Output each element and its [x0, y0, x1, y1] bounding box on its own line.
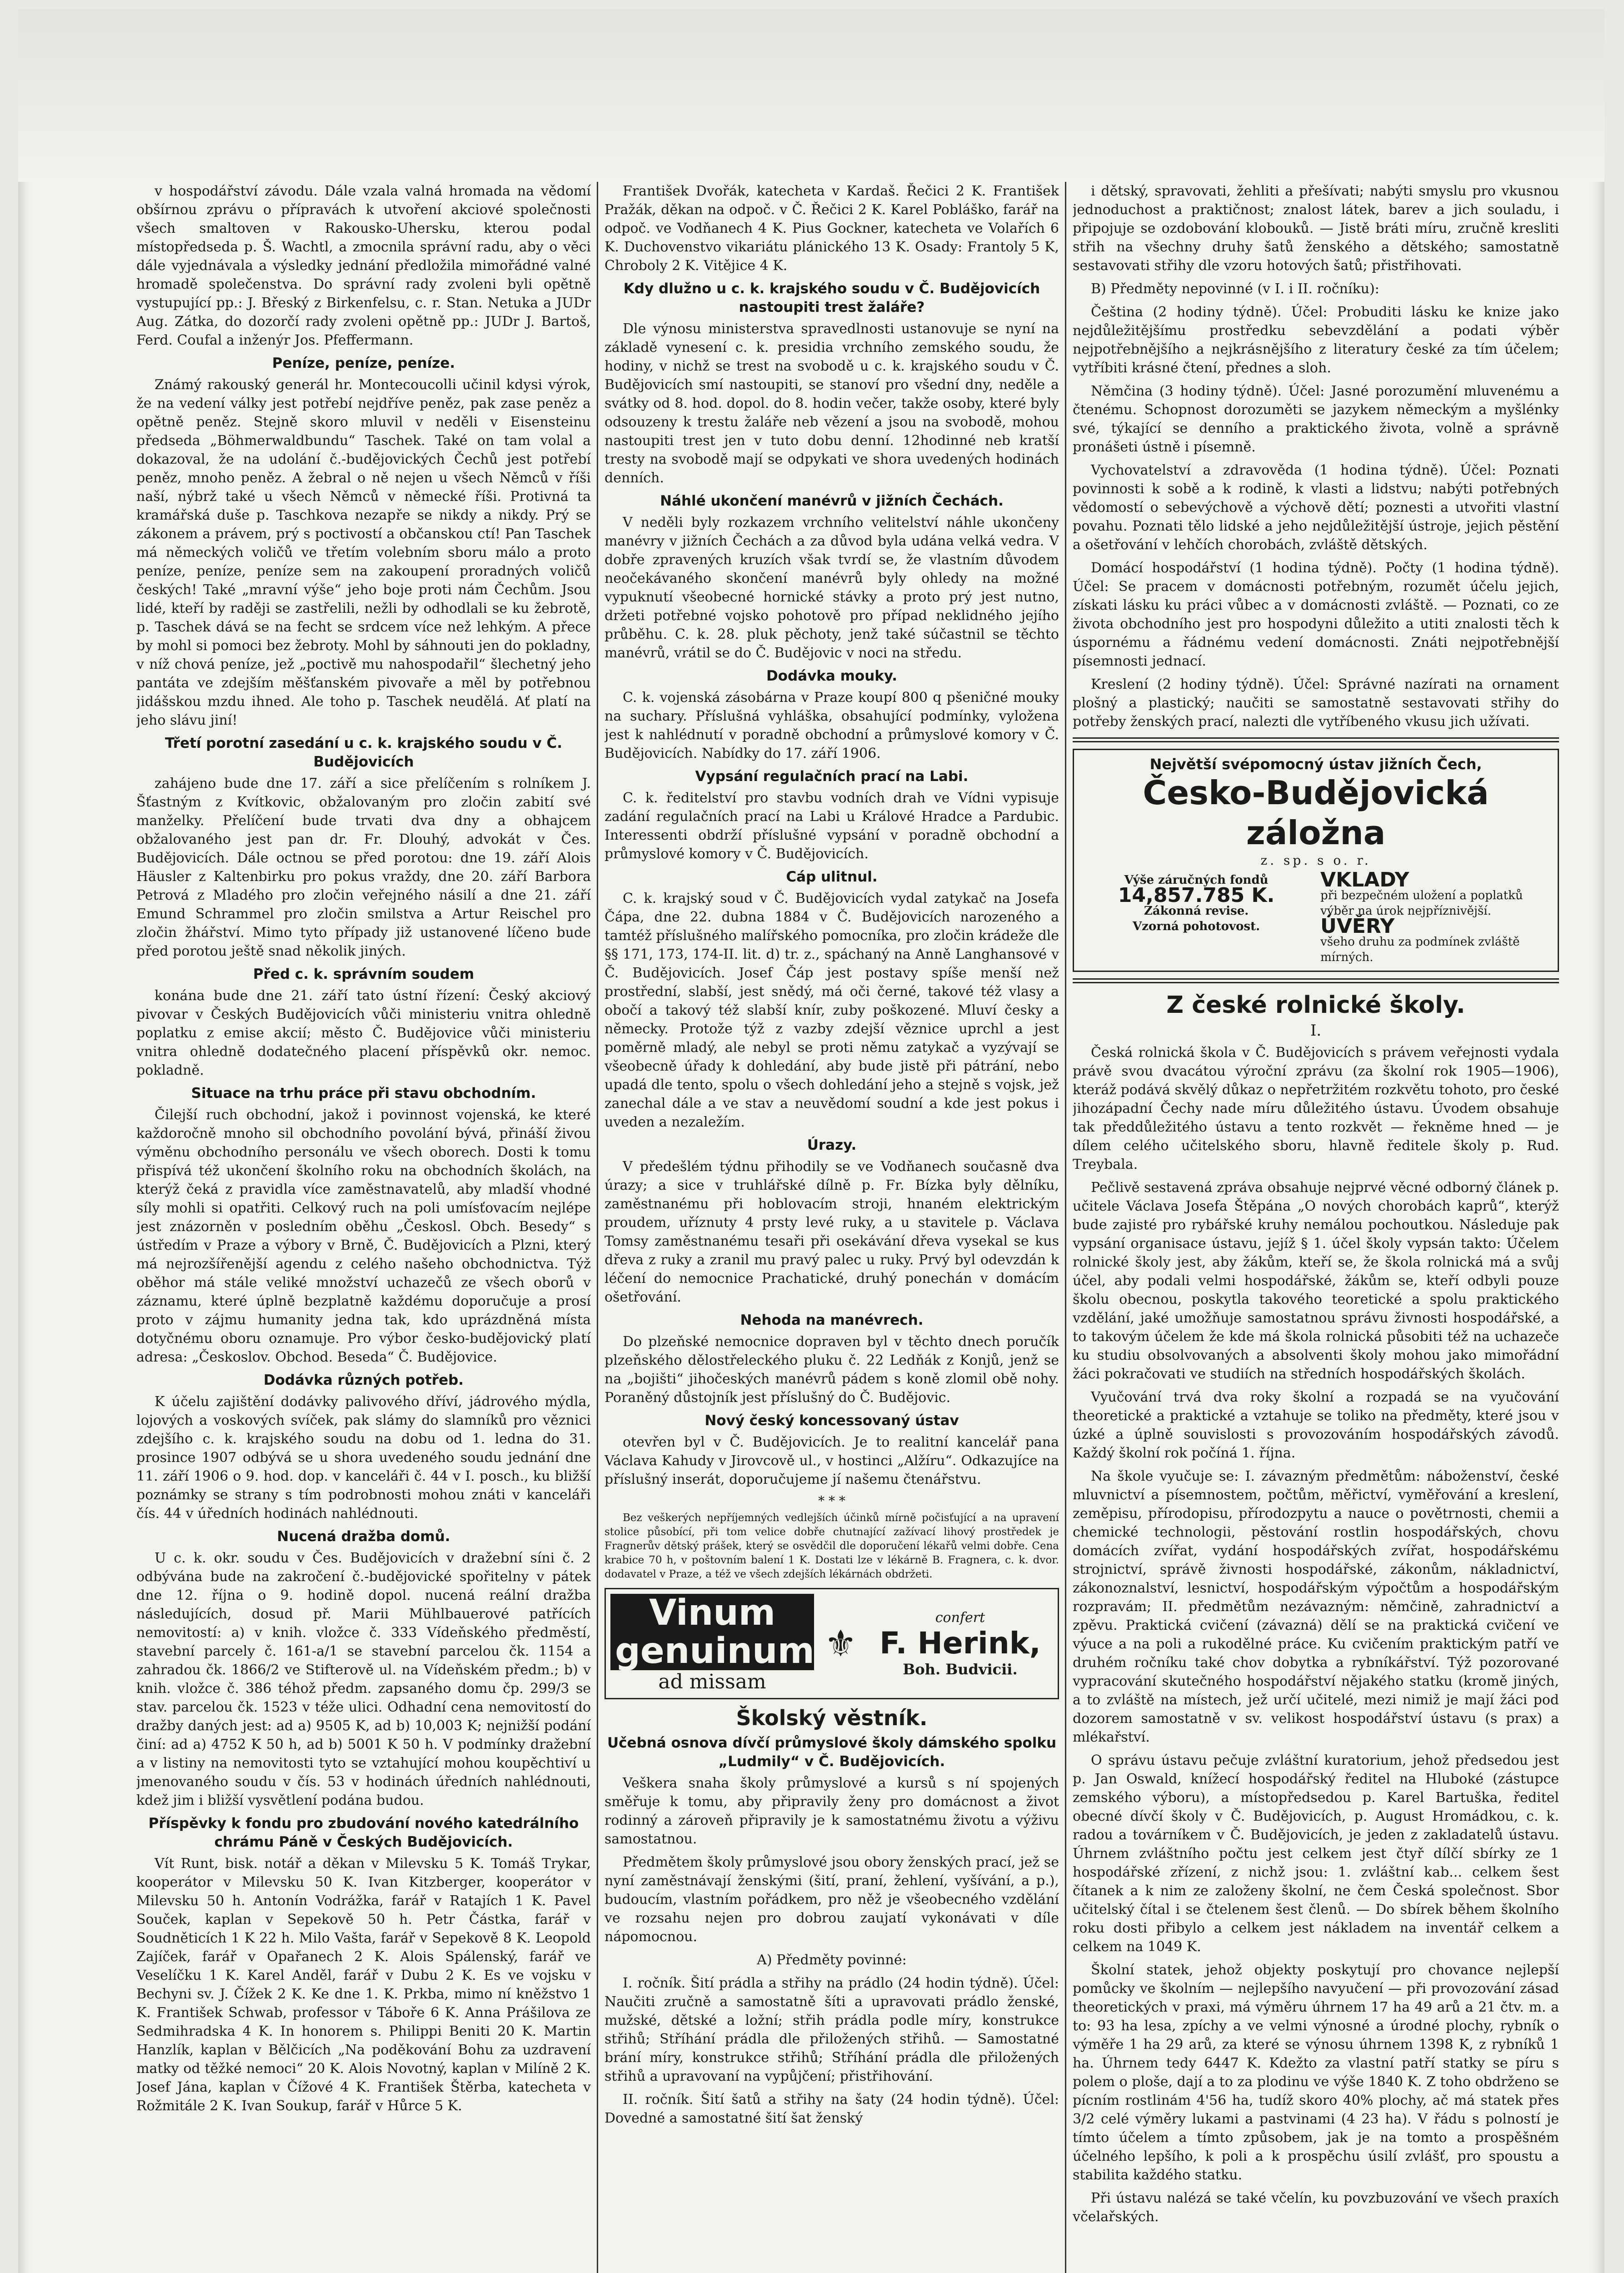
paragraph: V předešlém týdnu přihodily se ve Vodňanech současně dva úrazy; a sice v truhlářské dílně p. Fr. Bízka byly dělníku, zaměstnanému při hoblovacím stroji, hnaném elektrickým proudem, uříznuty 4 prsty levé ruky, a u stavitele p. Václava Tomsy zaměstnanému tesaři při osekávání dřeva vysekal se kus dřeva z ruky a zranil mu pravý palec u ruky. Prvý byl odevzdán k léčení do nemocnice Prachatické, druhý ponechán v domácím ošetřování. [605, 1159, 1059, 1305]
advert-confert: confert [935, 1609, 985, 1626]
paragraph: I. ročník. Šití prádla a střihy na prádlo (24 hodin týdně). Účel: Naučiti zručně a samostatně šíti a upravovati prádlo ženské, mužské, dětské a ložní; střih prádla podle míry, konstrukce střihů; Stříhání prádla dle přiložených střihů. — Samostatné brání míry, konstrukce střihů; Stříhání prádla dle přiložených střihů a upravovaní na vypůjčení; přistřihování. [605, 1975, 1059, 2084]
paragraph: konána bude dne 21. září tato ústní řízení: Český akciový pivovar v Českých Budějovicích vůči ministeriu vnitra ohledně poplatku z emise akcií; město Č. Budějovice vůči ministeriu vnitra ohledně dodatečného placení příspěvků okr. nemoc. pokladně. [136, 988, 591, 1078]
advert-vinum-title: Vinum genuinum [610, 1594, 814, 1670]
advert-bank-name: Česko-Budějovická záložna [1143, 774, 1489, 852]
paragraph: Známý rakouský generál hr. Montecoucolli učinil kdysi výrok, že na vedení války jest potřebí nejdříve peněz, pak zase peněz a opětně peněz. Stejně skoro mluvil v neděli v Eisensteinu předseda „Böhmerwaldbundu“ Taschek. Také on tam volal a dokazoval, že na udolání č.-budějovických Čechů jest potřebí peněz, mnoho peněz. A žebral o ně nejen u všech Němců v říši naší, nýbrž také u všech Němců v německé říši. Protivná ta kramářská duše p. Taschkova nezapře se nikdy a nikdy. Prý se zákonem a právem, prý s poctivostí a občanskou ctí! Pan Taschek má německých voličů ve třetím volebním sboru málo a proto peníze, peníze, peníze sem na zakoupení proradných voličů českých! Také „mravní výše“ jeho boje proti nám Čechům. Jsou lidé, kteří by raději se zastřelili, nežli by odhodlali se ku žebrotě, p. Taschek dává se na fecht se srdcem více než lehkým. A přece by mohl si pomoci bez žebroty. Mohl by sáhnouti jen do pokladny, v níž chová peníze, jež „poctivě mu nahospodařil“ šlechetný jeho pantáta ve zdejším měšťanském pivovaře a měl by potřebnou jidášskou mzdu ihned. Ale toho p. Taschek neudělá. Ať platí na jeho slávu jiní! [136, 377, 591, 728]
paragraph: Vyučování trvá dva roky školní a rozpadá se na vyučování theoretické a praktické a vztahuje se toliko na předměty, které jsou v úzké a úplně souvislosti s provozováním hospodářských závodů. Každý školní rok počíná 1. října. [1073, 1389, 1559, 1461]
divider [1073, 737, 1559, 742]
paragraph: C. k. vojenská zásobárna v Praze koupí 800 q pšeničné mouky na suchary. Příslušná vyhláška, obsahující podmínky, vyložena jest k nahlédnutí v poradně obchodní a průmyslové komory v Č. Budějovicích. Nabídky do 17. září 1906. [605, 690, 1059, 761]
advert-bank-left [1081, 872, 1311, 965]
bank-credits-text: všeho druhu za podmínek zvláště mírných. [1320, 935, 1520, 964]
page-top-margin [18, 9, 1604, 182]
paragraph: O správu ústavu pečuje zvláštní kuratorium, jehož předsedou jest p. Jan Oswald, knížecí hospodářský ředitel na Hluboké (zástupce zemského výboru), a místopředsedou p. Karel Bartuška, ředitel obecné dívčí školy v Č. Budějovicích, p. August Hromádkou, c. k. radou a továrníkem v Č. Budějovicích, je jeden z zakladatelů ústavu. Úhrnem zvláštního počtu jest celkem jest čtyř dílčí sbírky ze 1 hospodářské zřízení, z nichž jsou: 1. zvláštní kab... celkem šest čítanek a k nim ze založeny školní, ne čem Česká společnost. Sbor učitelský čítal i se čtelenem šest členů. — Do sbírek během školního roku dosti přibylo a celkem jest nákladem na inventář celkem a celkem na 1049 K. [1073, 1752, 1559, 1955]
paragraph: Kreslení (2 hodiny týdně). Účel: Správné nazírati na ornament plošný a plastický; naučiti se samostatně sestavovati střihy do potřeby ženských prací, nalezti dle vytříbeného vkusu jich užívati. [1073, 676, 1559, 730]
paragraph: i dětský, spravovati, žehliti a přešívati; nabýti smyslu pro vkusnou jednoduchost a praktičnost; znalost látek, barev a jich souladu, i připojuje se ozdobování klobouků. — Jistě bráti míru, zručně kresliti střih na všechny druhy šatů ženského a dětského; samostatně sestavovati střihy dle vzoru hotových šatů; přistřihovati. [1073, 183, 1559, 274]
advert-bank [1073, 749, 1559, 972]
paragraph: Dle výnosu ministerstva spravedlnosti ustanovuje se nyní na základě vynesení c. k. presidia vrchního zemského soudu, že hodiny, v nichž se trest na svobodě u c. k. krajského soudu v Č. Budějovicích smí nastoupiti, se stanoví pro všední dny, neděle a svátky od 8. hod. dopol. do 8. hodin večer, takže osoby, které byly odsouzeny k trestu žaláře neb vězení a jsou na svobodě, mohou nastoupiti trest jen v tuto dobu denní. 12hodinné neb kratší tresty na svobodě mají se odpykati ve shora uvedených hodinách denních. [605, 321, 1059, 486]
bank-readiness: Vzorná pohotovost. [1132, 920, 1260, 933]
advert-bank-grid [1081, 868, 1550, 965]
headline: Vypsání regulačních prací na Labi. [695, 768, 969, 785]
headline: Příspěvky k fondu pro zbudování nového katedrálního chrámu Páně v Českých Budějovicích. [148, 1815, 579, 1850]
paragraph: Česká rolnická škola v Č. Budějovicích s právem veřejnosti vydala právě svou dvacátou výroční zprávu (za školní rok 1905—1906), kteráž podává skvělý důkaz o nepřetržitém rozkvětu tohoto, pro české jihozápadní Čechy nade míru důležitého ústavu. Úvodem obsahuje tak předdůležitého ústavu a tento rozkvět — řekněme hned — je dílem celého učitelského sboru, hlavně ředitele školy p. Rud. Treybala. [1073, 1045, 1559, 1172]
headline: Učebná osnova dívčí průmyslové školy dámského spolku „Ludmily“ v Č. Budějovicích. [607, 1735, 1057, 1770]
paragraph: A) Předměty povinné: [757, 1952, 907, 1968]
bank-credits: ÚVĚRY [1320, 915, 1395, 938]
advert-herink-name: F. Herink, [879, 1625, 1041, 1661]
headline: Cáp ulitnul. [786, 869, 878, 885]
paragraph: C. k. krajský soud v Č. Budějovicích vydal zatykač na Josefa Čápa, dne 22. dubna 1884 v Č. Budějovicích narozeného a tamtéž příslušného malířského pomocníka, pro zločin krádeže dle §§ 171, 173, 174-II. lit. d) tr. z., spáchaný na Anně Langhansové v Č. Budějovicích. Josef Čáp jest postavy spíše menší než prostřední, slabší, jest snědý, má oči černé, takové též vlasy a obočí a takový též slabší knír, zuby poškozené. Mluví česky a německy. Protože týž z vazby zdejší věznice uprchl a jest poměrně mladý, ale nebyl se proti němu zatykač a vyzývají se všeobecně úřady k dohledání, aby bude jistě při pátrání, nebo upadá dle tento, spolu o všech dohledání jeho a stejně s vojsk, jež zanechal dále a ve stav a neuvědomí soudní a kde jest pokus i uveden a nezaležím. [605, 891, 1059, 1130]
headline: Peníze, peníze, peníze. [272, 355, 455, 371]
paragraph: otevřen byl v Č. Budějovicích. Je to realitní kancelář pana Václava Kahudy v Jirovcově ul., v hostinci „Alžíru“. Odkazujíce na příslušný inserát, doporučujeme jí našemu čtenářstvu. [605, 1434, 1059, 1487]
paragraph: Čilejší ruch obchodní, jakož i povinnost vojenská, ke které každoročně mnoho sil obchodního povolání bývá, přináší živou výměnu obchodního personálu ve všech oborech. Dosti k tomu přispívá též ukončení školního roku na obchodních školách, na kterýž čeká z pravidla více zaměstnavatelů, aby mladší vhodné síly mohli si opatřiti. Celkový ruch na poli umísťovacím nejlépe jest znázorněn v posledním oběhu „Českosl. Obch. Besedy“ s ústředím v Praze a výbory v Brně, Č. Budějovicích a Plzni, který má nejrozšířenější agendu z celého našeho obchodnictva. Týž oběhor má stále veliké množství uchazečů ze všech oborů v záznamu, které úplně bezplatně každému doporučuje a prosí proto v zájmu humanity jedna tak, kdo uprázdněná místa dotyčnému oboru oznamuje. Pro výbor česko-budějovický platí adresa: „Českoslov. Obchod. Beseda“ Č. Budějovice. [136, 1107, 591, 1365]
section-title: Školský věstník. [736, 1706, 928, 1730]
paragraph: Do plzeňské nemocnice dopraven byl v těchto dnech poručík plzeňského dělostřeleckého pluku č. 22 Ledňák z Konjů, jenž se na „bojišti“ jihočeských manévrů pádem s koně zlomil obě nohy. Poraněný důstojník jest příslušný do Č. Budějovic. [605, 1334, 1059, 1406]
column-1 [136, 182, 591, 2273]
headline: Nucená dražba domů. [277, 1528, 450, 1545]
column-2 [605, 182, 1059, 2273]
advert-vinum-right [867, 1610, 1053, 1678]
bank-deposits: VKLADY [1320, 868, 1409, 891]
advert-bank-top: Největší svépomocný ústav jižních Čech, [1149, 756, 1482, 773]
paragraph: Veškera snaha školy průmyslové a kursů s ní spojených směřuje k tomu, aby připravily ženy pro domácnost a život rodinný a zároveň připravily je k samostatnému životu a výživu samostatnou. [605, 1775, 1059, 1847]
advert-text: Bez veškerých nepříjemných vedlejších účinků mírně počisťující a na upravení stolice působící, při tom velice dobře chutnající zažívací lihový prostředek je Fragnerův dětský prášek, který se osvědčil dle doporučení lékařů velmi dobře. Cena krabice 70 h, v poštovním balení 1 K. Dostati lze v lékárně B. Fragnera, c. k. dvor. dodavatel v Praze, a též ve všech zdejších lékárnách obdržeti. [605, 1512, 1059, 1580]
paragraph: C. k. ředitelství pro stavbu vodních drah ve Vídni vypisuje zadání regulačních prací na Labi u Králové Hradce a Pardubic. Interessenti obdrží příslušné vypsání v poradně obchodní a průmyslové komory v Č. Budějovicích. [605, 790, 1059, 862]
paragraph: K účelu zajištění dodávky palivového dříví, jádrového mýdla, lojových a voskových svíček, pak slámy do slamníků pro věznici zdejšího c. k. krajského soudu na dobu od 1. ledna do 31. prosince 1907 odbývá se u shora uvedeného soudu jednání dne 11. září 1906 o 9. hod. dop. v kanceláři č. 44 v I. posch., ku bližší poznámky se strany s tím podrobnosti mohou znáti v kanceláři čís. 44 v úředních hodinách nahlédnouti. [136, 1394, 591, 1522]
bank-revision: Zákonná revise. [1144, 904, 1249, 918]
paragraph: Domácí hospodářství (1 hodina týdně). Počty (1 hodina týdně). Účel: Se pracem v domácnosti potřebným, rozumět účelu jejich, získati lásku ku práci vůbec a v domácnosti zvláště. — Poznati, co ze života obchodního jest pro hospodyni důležito a utiti znalosti těch k úspornému a řádnému vedení domácnosti. Znáti nejpotřebnější písemnosti jednací. [1073, 560, 1559, 669]
advert-vinum-subtitle: ad missam [658, 1670, 766, 1693]
chalice-icon: ⚜ [824, 1622, 857, 1665]
paragraph: Pečlivě sestavená zpráva obsahuje nejprvé věcné odborný článek p. učitele Václava Josefa Štěpána „O nových chorobách kaprů“, kterýž bude zajisté pro rybářské kruhy nemálou pochoutkou. Následuje pak vypsání organisace ústavu, jejíž § 1. účel školy vypsán takto: Účelem rolnické školy jest, aby žákům, kteří se, že škola rolnická má a svůj účel, aby podali velmi hospodářské, žákům se, kteří odbyli pouze školu obecnou, poskytla takového teoretické a spolu praktického vzdělání, jaké umožňuje samostatnou správu živnosti hospodářské, a to takovým účelem že kde má škola rolnická působiti též na uchazeče ku studiu obsolvovaných a absolventi školy mohou jako mimořádní žáci pokračovati ve studiích na středních hospodářských školách. [1073, 1180, 1559, 1382]
paragraph: Vychovatelství a zdravověda (1 hodina týdně). Účel: Poznati povinnosti k sobě a k rodině, k vlasti a lidstvu; nabýti potřebných vědomostí o sebevýchově a výchově dětí; poznesti a utvořiti vlastní povahu. Poznati tělo lidské a jeho nejdůležitější ústroje, jejich pěstění a ošetřování v lehčích chorobách, zvláště dětských. [1073, 462, 1559, 553]
advert-bank-right [1320, 868, 1550, 965]
paragraph: Němčina (3 hodiny týdně). Účel: Jasné porozumění mluvenému a čtenému. Schopnost dorozuměti se jazykem německým a myšlénky své, týkající se denního a praktického života, volně a správně pronášeti ústně i písemně. [1073, 383, 1559, 455]
headline: Nový český koncessovaný ústav [705, 1412, 959, 1429]
paragraph: B) Předměty nepovinné (v I. i II. ročníku): [1091, 281, 1379, 297]
paragraph: Vít Runt, bisk. notář a děkan v Milevsku 5 K. Tomáš Trykar, kooperátor v Milevsku 50 K. Ivan Kitzberger, kooperátor v Milevsku 50 h. Antonín Vodrážka, farář v Ratajích 1 K. Pavel Souček, kaplan v Sepekově 50 h. Petr Částka, farář v Soudněticích 1 K 22 h. Milo Vašta, farář v Sepekově 8 K. Leopold Zajíček, farář v Opařanech 2 K. Alois Spálenský, farář ve Veselíčku 1 K. Karel Anděl, farář v Dubu 2 K. Es ve vojsku v Bechyni sv. J. Čížek 2 K. Ke dne 1. K. Prkba, mimo ní kněžstvo 1 K. František Schwab, professor v Táboře 6 K. Anna Prášilova ze Sedmihradska 4 K. In honorem s. Philippi Beniti 20 K. Martin Hanzlík, kaplan v Bělčicích „Na poděkování Bohu za uzdravení matky od těžké nemoci“ 20 K. Alois Novotný, kaplan v Milíně 2 K. Josef Jána, kaplan v Čížové 4 K. František Štěrba, katecheta v Rožmitále 2 K. Ivan Soukup, farář v Hůrce 5 K. [136, 1856, 591, 2114]
paragraph: Na škole vyučuje se: I. závazným předmětům: náboženství, české mluvnictví a písemnostem, počtům, měřictví, vyměřování a kreslení, zeměpisu, přírodopisu, přírodozpytu a nauce o povětrnosti, chemii a chemické technologii, pěstování rostlin hospodářských, chovu domácích zvířat, vydání hospodářských zvířat, hospodářskému strojnictví, správě živnosti hospodářské, zákonům, nákladnictví, zákonoznalství, lesnictví, hospodářským výpočtům a hospodářským rozpravám; II. předmětům nezávazným: němčině, zahradnictví a zpěvu. Praktická cvičení (závazná) dělí se na praktická cvičení ve výuce a na poli a rukodělné práce. Ku cvičením praktickým patří ve druhém ročníku také chov dobytka a rybníkářství. Týž pozorované vypracování skutečného hospodářství nějakého statku (kromě jiných, a to zvláště na místech, jež určí učitelé, mezi nimiž je mají žáci pod dozorem samostatně v sv. velikost hospodářství ústavu (s prax) a mlékařství. [1073, 1468, 1559, 1745]
section-title: Z české rolnické školy. [1166, 991, 1465, 1019]
advert-vinum [605, 1588, 1059, 1699]
headline: Dodávka různých potřeb. [263, 1372, 464, 1388]
headline: Náhlé ukončení manévrů v jižních Čechách. [660, 493, 1004, 509]
headline: Úrazy. [807, 1137, 857, 1153]
paragraph: zahájeno bude dne 17. září a sice přelíčením s rolníkem J. Šťastným z Kvítkovic, obžalovaným pro zločin zabití své manželky. Přelíčení bude trvati dva dny a obhajcem obžalovaného jest pan dr. Fr. Dlouhý, advokát v Čes. Budějovicích. Dále octnou se před porotou: dne 19. září Alois Häusler z Kaltenbirku pro pokus vraždy, dne 20. září Barbora Petrová z Mladého pro zločin veřejného násilí a dne 21. září Emund Schrammel pro zločin smilstva a Artur Reischel pro zločin žhářství. Mimo tyto případy již ustanovené líčeno bude před porotou ještě snad několik jiných. [136, 776, 591, 959]
paragraph: V neděli byly rozkazem vrchního velitelství náhle ukončeny manévry v jižních Čechách a za důvod byla udána velká vedra. V dobře zpravených kruzích však tvrdí se, že vlastním důvodem neočekávaného skončení manévrů byly ohledy na možné vypuknutí všeobecné hornické stávky a proto prý jest nutno, držeti potřebné vojsko pohotově pro případ neklidného jejího průběhu. C. k. 28. pluk pěchoty, jenž také súčastnil se těchto manévrů, vrátil se do Č. Budějovic v noci na středu. [605, 515, 1059, 661]
advert-herink-place: Boh. Budvicii. [903, 1660, 1018, 1678]
section-number: I. [1310, 1021, 1322, 1040]
headline: Nehoda na manévrech. [740, 1312, 924, 1328]
advert-bank-sub: z. sp. s o. r. [1260, 853, 1371, 868]
paragraph: Při ústavu nalézá se také včelín, ku povzbuzování ve všech praxích včelařských. [1073, 2190, 1559, 2225]
headline: Dodávka mouky. [766, 668, 898, 684]
headline: Situace na trhu práce při stavu obchodním. [191, 1085, 536, 1101]
column-rule [1065, 182, 1066, 2273]
headline: Kdy dlužno u c. k. krajského soudu v Č. Budějovicích nastoupiti trest žaláře? [623, 280, 1040, 315]
newspaper-page [18, 9, 1604, 2273]
headline: Třetí porotní zasedání u c. k. krajského soudu v Č. Budějovicích [165, 735, 562, 770]
column-rule [597, 182, 598, 2273]
advert-vinum-left [610, 1594, 814, 1693]
bank-fund-label: Výše záručných fondů [1124, 873, 1269, 887]
paragraph: František Dvořák, katecheta v Kardaš. Řečici 2 K. František Pražák, děkan na odpoč. v Č. Řečici 2 K. Karel Pobláško, farář na odpoč. ve Vodňanech 4 K. Pius Gockner, katecheta ve Volařích 6 K. Duchovenstvo vikariátu plánického 13 K. Osady: Frantoly 5 K, Chroboly 2 K. Vitějice 4 K. [605, 183, 1059, 274]
paragraph: Předmětem školy průmyslové jsou obory ženských prací, jež se nyní zaměstnávají ženskými (šití, praní, žehlení, vyšívání, a p.), budoucím, vlastním pořádkem, pro něž je všeobecného vzdělání ve rozsahu nejen pro dobrou zaujatí vykonávati v díle nápomocnou. [605, 1854, 1059, 1945]
paragraph: v hospodářství závodu. Dále vzala valná hromada na vědomí obšírnou zprávu o přípravách k utvoření akciové společnosti všech smaltoven v Rakousko-Uhersku, kterou podal místopředseda p. Š. Wachtl, a zmocnila správní radu, aby o věci dále vyjednávala a výsledky jednání předložila mimořádné valné hromadě společenstva. Do správní rady zvoleni byli opětně vystupující pp.: J. Břeský z Birkenfelsu, c. r. Stan. Netuka a JUDr Aug. Zátka, do dozorčí rady zvoleni opětně pp.: JUDr J. Bartoš, Ferd. Coufal a inženýr Jos. Pfeffermann. [136, 183, 591, 348]
paragraph: U c. k. okr. soudu v Čes. Budějovicích v dražební síni č. 2 odbývána bude na zakročení č.-budějovické spořitelny v pátek dne 12. října o 9. hodině dopol. nucená reální dražba následujících, dosud př. Marii Mühlbauerové patřících nemovitostí: a) v knih. vložce č. 333 Vídeňského předměstí, stavební parcely č. 161-a/1 se stavební parcelou čk. 1154 a zahradou čk. 1866/2 ve Stifterově ul. na Vídeňském předm.; b) v knih. vložce č. 386 téhož předm. zapsaného domu čp. 299/3 se stav. parcelou čk. 1523 v téže ulici. Odhadní cena nemovitostí do dražby daných jest: ad a) 9505 K, ad b) 10,003 K; nejnižší podání činí: ad a) 4752 K 50 h, ad b) 5001 K 50 h. V podmínky dražební a v listiny na nemovitosti tyto se vztahující mohou koupěchtiví u jmenovaného soudu v čís. 53 v hodinách úředních nahlédnouti, kdež jim i bližší vysvětlení podána budou. [136, 1550, 591, 1808]
column-3 [1073, 182, 1559, 2273]
paragraph: II. ročník. Šití šatů a střihy na šaty (24 hodin týdně). Účel: Dovedné a samostatné šití šat ženský [605, 2092, 1059, 2126]
headline: Před c. k. správním soudem [253, 966, 475, 982]
paragraph: Školní statek, jehož objekty poskytují pro chovance nejlepší pomůcky ve školním — nejlepšího navyučení — při provozování zásad theoretických v praxi, má výměru úhrnem 17 ha 49 arů a 21 čtv. m. a to: 93 ha lesa, zpíchy a ve velmi výnosné a úrodné plochy, rybník o výměře 1 ha 29 arů, za které se výnosu úhrnem 1398 K, z rybníků 1 ha. Úhrnem tedy 6447 K. Kdežto za vlastní patří statky se píru s polem o ploše, dají a to za plodinu ve výše 1840 K. Z toho obdrženo se pícním rostlinám 4'56 ha, tudíž skoro 40% plochy, ač má statek přes 3/2 celé výměry lukami a pastvinami (4 23 ha). V řádu s polností je tímto účelem a tímto způsobem, jak je na tomto a prospěšném účelného lepšího, k poli a k prospěchu úsilí zvlášť, pro spoustu a stabilita každého statku. [1073, 1962, 1559, 2183]
divider [1073, 978, 1559, 983]
paragraph: Čeština (2 hodiny týdně). Účel: Probuditi lásku ke knize jako nejdůležitějšímu prostředku sebevzdělání a podati výběr nejpotřebnějšího a nejkrásnějšího z literatury české za tím účelem; vytříbiti krásné čtení, přednes a sloh. [1073, 304, 1559, 376]
bank-fund-value: 14,857.785 K. [1118, 884, 1275, 907]
separator-stars: * * * [818, 1493, 845, 1508]
bank-deposits-text: při bezpečném uložení a poplatků výběr na úrok nejpříznivější. [1320, 889, 1523, 918]
